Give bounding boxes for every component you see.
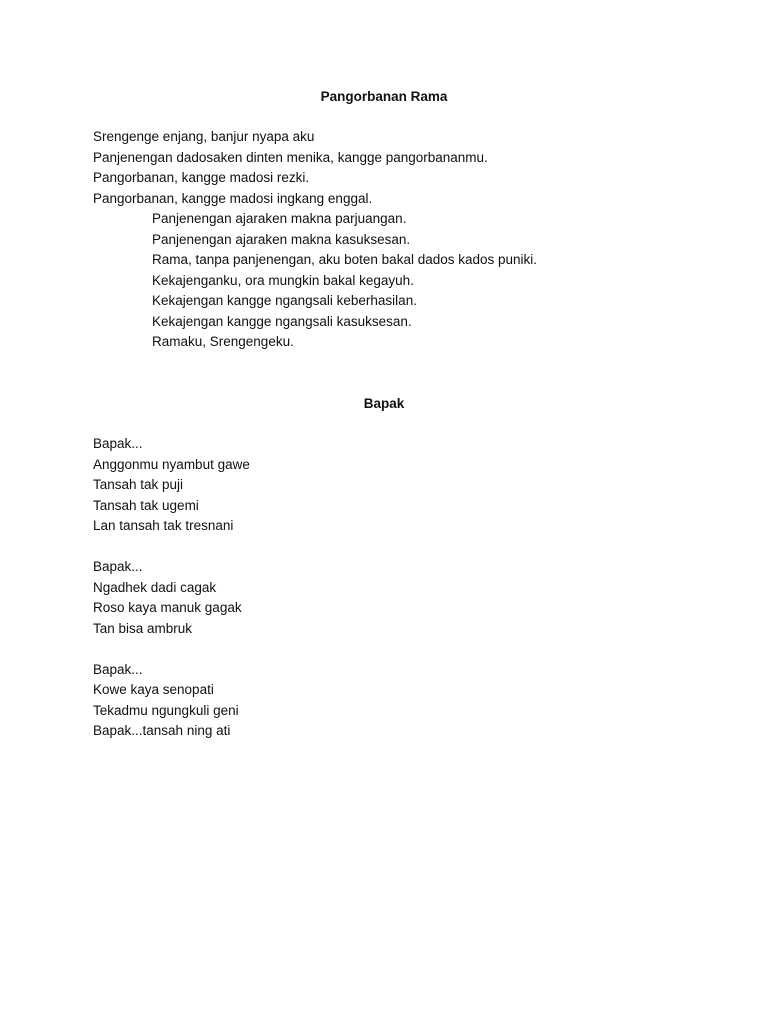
poem-line: Panjenengan dadosaken dinten menika, kangge pangorbananmu. bbox=[93, 150, 488, 165]
poem-line: Tansah tak ugemi bbox=[93, 498, 199, 513]
poem-line: Bapak... bbox=[93, 662, 143, 677]
poem-line: Tan bisa ambruk bbox=[93, 621, 193, 636]
poem-title-pangorbanan-rama: Pangorbanan Rama bbox=[320, 89, 448, 104]
poem-line: Pangorbanan, kangge madosi rezki. bbox=[93, 170, 310, 185]
poem-line-indented: Rama, tanpa panjenengan, aku boten bakal dados kados puniki. bbox=[152, 252, 538, 267]
poem-line: Anggonmu nyambut gawe bbox=[93, 457, 250, 472]
poem-line-indented: Ramaku, Srengengeku. bbox=[152, 334, 294, 349]
poem-line: Tansah tak puji bbox=[93, 477, 184, 492]
poem-line: Bapak...tansah ning ati bbox=[93, 723, 231, 738]
poem-line: Tekadmu ngungkuli geni bbox=[93, 703, 239, 718]
poem-line-indented: Kekajengan kangge ngangsali keberhasilan. bbox=[152, 293, 417, 308]
poem-line-indented: Panjenengan ajaraken makna kasuksesan. bbox=[152, 232, 411, 247]
poem-line: Lan tansah tak tresnani bbox=[93, 518, 234, 533]
poem-line: Bapak... bbox=[93, 436, 143, 451]
poem-line-indented: Kekajengan kangge ngangsali kasuksesan. bbox=[152, 314, 412, 329]
poem-line: Pangorbanan, kangge madosi ingkang enggal. bbox=[93, 191, 373, 206]
poem-line: Kowe kaya senopati bbox=[93, 682, 214, 697]
poem-line-indented: Panjenengan ajaraken makna parjuangan. bbox=[152, 211, 407, 226]
poem-line: Roso kaya manuk gagak bbox=[93, 600, 242, 615]
poem-line: Srengenge enjang, banjur nyapa aku bbox=[93, 129, 315, 144]
poem-title-bapak: Bapak bbox=[363, 396, 405, 411]
poem-line: Bapak... bbox=[93, 559, 143, 574]
poem-line-indented: Kekajenganku, ora mungkin bakal kegayuh. bbox=[152, 273, 414, 288]
poem-line: Ngadhek dadi cagak bbox=[93, 580, 217, 595]
